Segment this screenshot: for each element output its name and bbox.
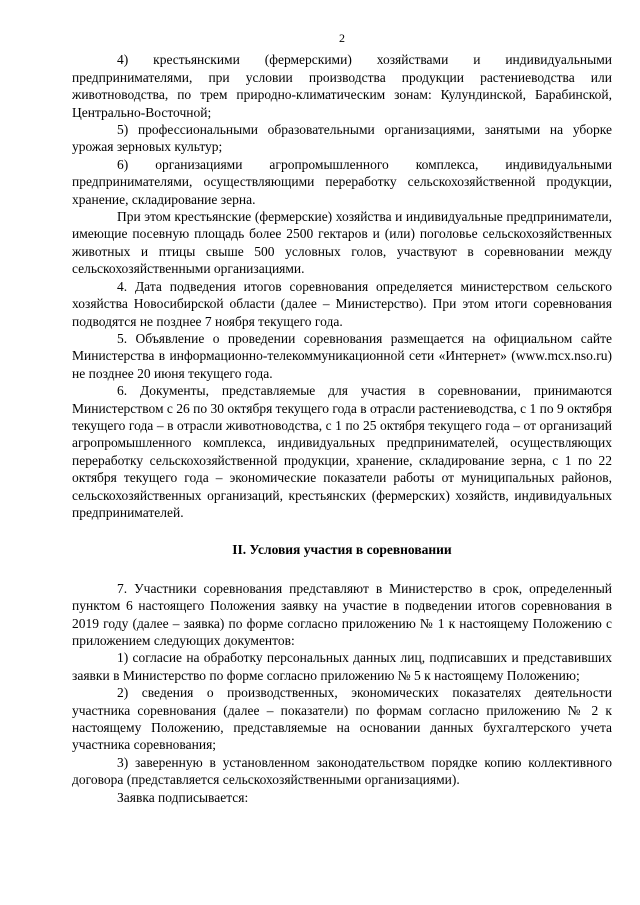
paragraph-clause-5: 5. Объявление о проведении соревнования размещается на официальном сайте Министерства в информационно-телекоммуникационной сети «Интернет» (www.mcx.nso.ru) не позднее 20 июня текущего года. (72, 330, 612, 381)
paragraph-clause-4: 4. Дата подведения итогов соревнования определяется министерством сельского хозяйства Новосибирской области (далее – Министерство). При этом итоги соревнования подводятся не позднее 7 ноября текущего года. (72, 278, 612, 329)
page-number: 2 (339, 31, 345, 45)
paragraph-clause-6: 6. Документы, представляемые для участия в соревновании, принимаются Министерством с 26 по 30 октября текущего года в отрасли растениеводства, с 1 по 9 октября текущего года – в отрасли животноводства, с 1 по 25 октября текущего года – от организаций агропромышленного комплекса, индивидуальных предпринимателей, осуществляющих переработку сельскохозяйственной продукции, хранение, складирование зерна, с 1 по 22 октября текущего года – экономические показатели работы от муниципальных районов, сельскохозяйственных организаций, крестьянских (фермерских) хозяйств, индивидуальных предпринимателей. (72, 383, 612, 520)
paragraph-doc-1-consent: 1) согласие на обработку персональных данных лиц, подписавших и представивших заявки в Министерство по форме согласно приложению № 5 к настоящему Положению; (72, 650, 612, 683)
paragraph-item-5-education: 5) профессиональными образовательными организациями, занятыми на уборке урожая зерновых культур; (72, 122, 612, 155)
paragraph-clause-7: 7. Участники соревнования представляют в Министерство в срок, определенный пунктом 6 настоящего Положения заявку на участие в подведении итогов соревнования в 2019 году (далее – заявка) по форме согласно приложению № 1 к настоящему Положению с приложением следующих документов: (72, 580, 612, 648)
paragraph-item-6-agroindustry: 6) организациями агропромышленного комплекса, индивидуальными предпринимателями, осуществляющими переработку сельскохозяйственной продукции, хранение, складирование зерна. (72, 156, 612, 207)
paragraph-item-4-farms: 4) крестьянскими (фермерскими) хозяйствами и индивидуальными предпринимателями, при условии производства продукции растениеводства или животноводства, по трем природно-климатическим зонам: Кулундинской, Барабинской, Центрально-Восточной; (72, 52, 612, 120)
paragraph-doc-3-agreement: 3) заверенную в установленном законодательством порядке копию коллективного договора (представляется сельскохозяйственными организациями). (72, 754, 612, 788)
section-heading: II. Условия участия в соревновании (232, 542, 452, 558)
paragraph-doc-2-indicators: 2) сведения о производственных, экономических показателях деятельности участника соревнования (далее – показатели) по формам согласно приложению № 2 к настоящему Положению, представляемые на основании данных бухгалтерского учета участника соревнования; (72, 685, 612, 753)
paragraph-farms-note: При этом крестьянские (фермерские) хозяйства и индивидуальные предприниматели, имеющие посевную площадь более 2500 гектаров и (или) поголовье сельскохозяйственных животных и птицы свыше 500 условных голов, участвуют в соревновании между сельскохозяйственными организациями. (72, 209, 612, 277)
paragraphs-before-section (72, 51, 612, 521)
paragraph-signing: Заявка подписывается: (117, 789, 249, 805)
paragraphs-after-section (72, 580, 612, 806)
document-page (72, 30, 612, 806)
